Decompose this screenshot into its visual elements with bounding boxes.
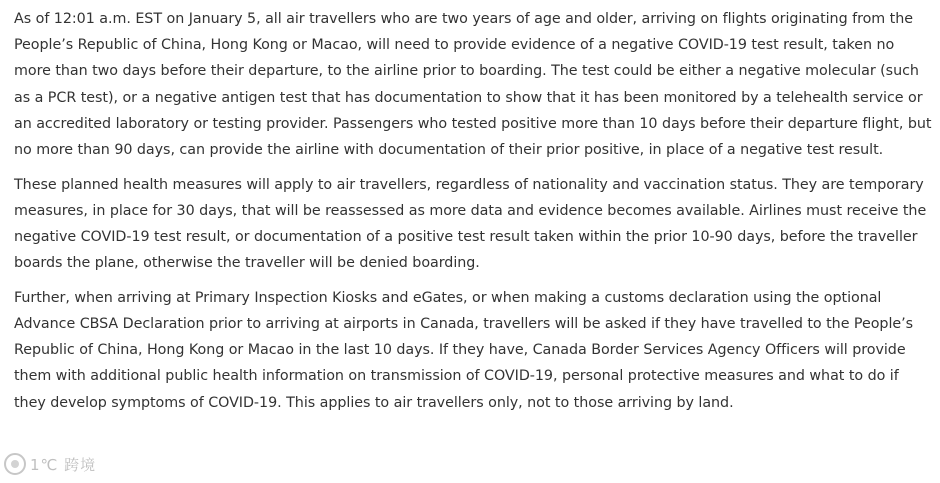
paragraph-health-measures: These planned health measures will apply to air travellers, regardless of nationality and vaccination status. They are temporary measures, in place for 30 days, that will be reassessed as more data and evidence becomes available. Airlines must receive the negative COVID-19 test result, or documentation of a positive test result taken within the prior 10-90 days, before the traveller boards the plane, otherwise the traveller will be denied boarding. [14, 176, 927, 272]
watermark [4, 448, 96, 480]
article-body [14, 6, 932, 424]
watermark-text: 1℃ 跨境 [30, 455, 97, 474]
watermark-logo-icon [4, 453, 26, 475]
paragraph-test-requirement: As of 12:01 a.m. EST on January 5, all air travellers who are two years of age and older, arriving on flights originating from the People’s Republic of China, Hong Kong or Macao, will need to provide evidence of a negative COVID-19 test result, taken no more than two days before their departure, to the airline prior to boarding. The test could be either a negative molecular (such as a PCR test), or a negative antigen test that has documentation to show that it has been monitored by a telehealth service or an accredited laboratory or testing provider. Passengers who tested positive more than 10 days before their departure flight, but no more than 90 days, can provide the airline with documentation of their prior positive, in place of a negative test result. [14, 11, 932, 159]
paragraph-border-arrival: Further, when arriving at Primary Inspection Kiosks and eGates, or when making a customs declaration using the optional Advance CBSA Declaration prior to arriving at airports in Canada, travellers will be asked if they have travelled to the People’s Republic of China, Hong Kong or Macao in the last 10 days. If they have, Canada Border Services Agency Officers will provide them with additional public health information on transmission of COVID-19, personal protective measures and what to do if they develop symptoms of COVID-19. This applies to air travellers only, not to those arriving by land. [14, 289, 914, 411]
